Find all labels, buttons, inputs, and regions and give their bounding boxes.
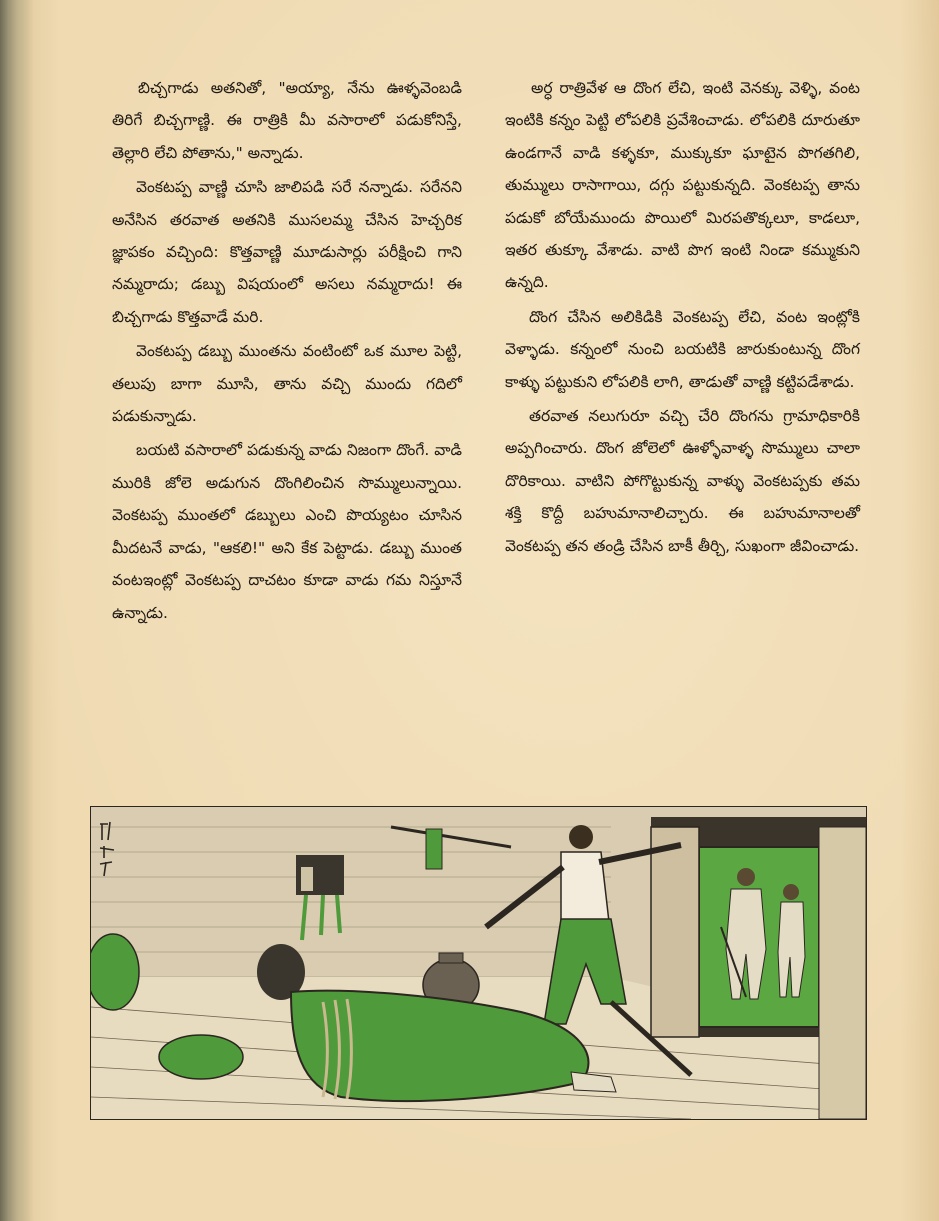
paragraph: బిచ్చగాడు అతనితో, "అయ్యా, నేను ఊళ్ళవెంబడి తిరిగే బిచ్చగాణ్ణి. ఈ రాత్రికి మీ వసారాలో పడుకోనిస్తే, తెల్లారి లేచి పోతాను," అన్నాడు. (112, 79, 462, 162)
paragraph: వెంకటప్ప వాణ్ణి చూసి జాలిపడి సరే నన్నాడు. సరేనని అనేసిన తరవాత అతనికి ముసలమ్మ చేసిన హెచ్చరిక జ్ఞాపకం వచ్చింది: కొత్తవాణ్ణి మూడుసార్లు పరీక్షించి గాని నమ్మరాదు; డబ్బు విషయంలో అసలు నమ్మరాదు! ఈ బిచ్చగాడు కొత్తవాడే మరి. (112, 178, 462, 326)
beggar-bag (159, 1035, 243, 1079)
man-head (569, 825, 593, 849)
right-text-column (505, 72, 860, 564)
paragraph: వెంకటప్ప డబ్బు ముంతను వంటింటో ఒక మూల పెట్టి, తలుపు బాగా మూసి, తాను వచ్చి ముందు గదిలో పడుకున్నాడు. (112, 342, 462, 426)
villager-head (737, 868, 755, 886)
paragraph: దొంగ చేసిన అలికిడికి వెంకటప్ప లేచి, వంట ఇంట్లోకి వెళ్ళాడు. కన్నంలో నుంచి బయటికి జారుకుంటున్న దొంగ కాళ్ళు పట్టుకుని లోపలికి లాగి, తాడుతో వాణ్ణి కట్టిపడేశాడు. (505, 307, 860, 391)
villager-figure (778, 902, 805, 997)
paragraph: బయటి వసారాలో పడుకున్న వాడు నిజంగా దొంగే. వాడి మురికి జోలె అడుగున దొంగిలించిన సొమ్ములున్నాయి. వెంకటప్ప ముంతలో డబ్బులు ఎంచి పొయ్యటం చూసిన మీదటనే వాడు, "ఆకలి!" అని కేక పెట్టాడు. డబ్బు ముంత వంటఇంట్లో వెంకటప్ప దాచటం కూడా వాడు గమ నిస్తూనే ఉన్నాడు. (112, 441, 462, 622)
pot-neck (439, 953, 463, 963)
paragraph: తరవాత నలుగురూ వచ్చి చేరి దొంగను గ్రామాధికారికి అప్పగించారు. దొంగ జోలెలో ఊళ్ళోవాళ్ళ సొమ్ములు చాలా దొరికాయి. వాటిని పోగొట్టుకున్న వాళ్ళు వెంకటప్పకు తమ శక్తి కొద్దీ బహుమానాలిచ్చారు. ఈ బహుమానాలతో వెంకటప్ప తన తండ్రి చేసిన బాకీ తీర్చి, సుఖంగా జీవించాడు. (505, 407, 860, 555)
door-panel (651, 827, 699, 1037)
paragraph: అర్ధ రాత్రివేళ ఆ దొంగ లేచి, ఇంటి వెనక్కు వెళ్ళి, వంట ఇంటికి కన్నం పెట్టి లోపలికి ప్రవేశించాడు. లోపలికి దూరుతూ ఉండగానే వాడి కళ్ళకూ, ముక్కుకూ ఘాటైన పొగతగిలి, తుమ్ములు రాసాగాయి, దగ్గు పట్టుకున్నది. వెంకటప్ప తాను పడుకో బోయేముందు పొయిలో మిరపతొక్కలూ, కాడలూ, ఇతర తుక్కూ వేశాడు. వాటి పొగ ఇంటి నిండా కమ్ముకుని ఉన్నది. (505, 79, 860, 292)
door-side-wall (819, 827, 866, 1119)
left-text-column (112, 72, 462, 631)
storage-jar (91, 934, 139, 1010)
hanging-cloth (426, 829, 442, 869)
illustration-drawing (91, 807, 866, 1119)
artist-signature (96, 818, 122, 878)
story-illustration (90, 806, 867, 1120)
page-binding-edge (0, 0, 34, 1221)
niche-bottle (301, 867, 313, 891)
villager-head (783, 884, 799, 900)
